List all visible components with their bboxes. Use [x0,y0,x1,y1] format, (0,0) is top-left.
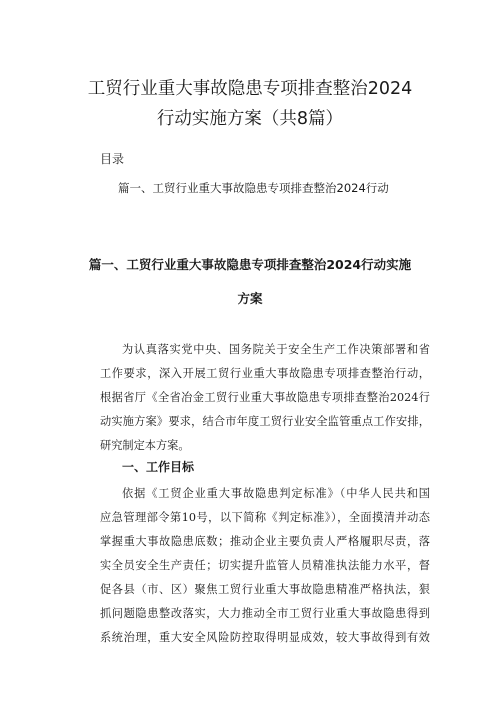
paragraph-line: 动实施方案》要求，结合市年度工贸行业安全监管重点工作安排， [100,415,430,428]
paragraph-line: 应急管理部令第10号，以下简称《判定标准》），全面摸清并动态 [100,511,430,524]
paragraph-line: 根据省厅《全省冶金工贸行业重大事故隐患专项排查整治2024行 [100,391,430,404]
paragraph-line: 研究制定本方案。 [100,439,190,452]
section-title-line-2: 方案 [237,291,263,306]
paragraph-line: 系统治理，重大安全风险防控取得明显成效，较大事故得到有效 [100,631,430,644]
document-title [40,74,460,134]
paragraph-line: 依据《工贸企业重大事故隐患判定标准》（中华人民共和国 [122,487,430,500]
paragraph-line: 工作要求，深入开展工贸行业重大事故隐患专项排查整治行动， [100,367,430,380]
paragraph-line: 抓问题隐患整改落实，大力推动全市工贸行业重大事故隐患得到 [100,607,430,620]
paragraph-line: 掌握重大事故隐患底数；推动企业主要负责人严格履职尽责，落 [100,535,430,548]
paragraph-line: 为认真落实党中央、国务院关于安全生产工作决策部署和省 [122,343,430,356]
toc-item-1[interactable]: 篇一、工贸行业重大事故隐患专项排查整治2024行动 [118,181,389,195]
toc-heading: 目录 [100,152,125,166]
goals-paragraph [100,482,430,650]
intro-paragraph [100,338,430,458]
section-title [60,248,440,316]
paragraph-line: 促各县（市、区）聚焦工贸行业重大事故隐患精准严格执法，狠 [100,583,430,596]
section-heading-goals: 一、工作目标 [122,460,195,474]
document-title-line-2: 行动实施方案（共8篇） [156,109,344,129]
section-title-line-1: 篇一、工贸行业重大事故隐患专项排查整治2024行动实施 [88,257,412,272]
paragraph-line: 实全员安全生产责任；切实提升监管人员精准执法能力水平，督 [100,559,430,572]
document-title-line-1: 工贸行业重大事故隐患专项排查整治2024 [87,79,413,99]
